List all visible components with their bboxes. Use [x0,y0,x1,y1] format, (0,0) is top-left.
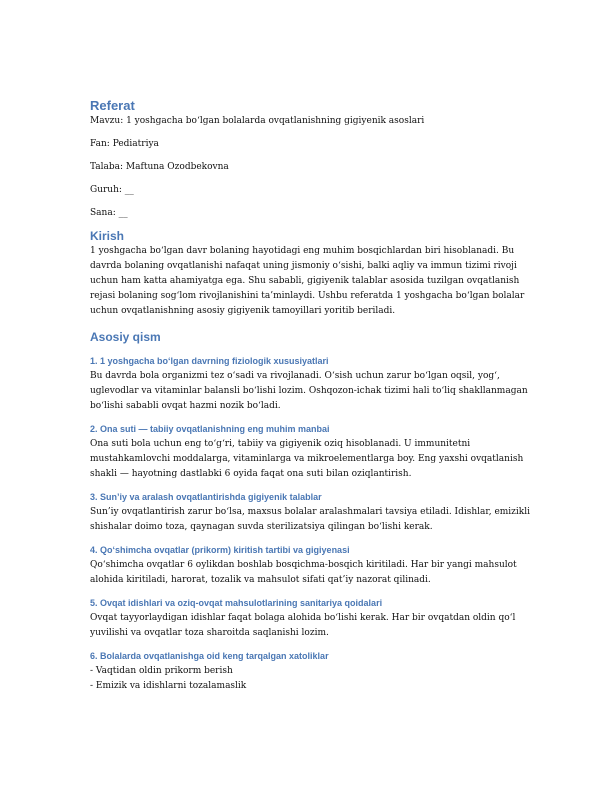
section-paragraph: Qo‘shimcha ovqatlar 6 oylikdan boshlab bosqichma-bosqich kiritiladi. Har bir yangi mahsulot alohida kiritiladi, harorat, tozalik va mahsulot sifati qat’iy nazorat qilinadi. [90,560,517,585]
section-paragraph: Ona suti bola uchun eng to‘g‘ri, tabiiy va gigiyenik oziq hisoblanadi. U immunitetni mustahkamlovchi moddalarga, vitaminlarga va mikroelementlarga boy. Eng yaxshi ovqatlanish shakli — hayotning dastlabki 6 oyida faqat ona suti bilan oziqlantirish. [90,439,524,479]
meta-date: Sana: __ [90,208,128,218]
list-item: - Vaqtidan oldin prikorm berish [90,666,233,676]
intro-heading: Kirish [90,229,125,243]
document-title: Referat [90,98,135,113]
meta-group: Guruh: __ [90,185,134,195]
section-heading: 3. Sun’iy va aralash ovqatlantirishda gigiyenik talablar [90,492,322,502]
section-paragraph: Ovqat tayyorlaydigan idishlar faqat bolaga alohida bo‘lishi kerak. Har bir ovqatdan oldin qo‘l yuvilishi va ovqatlar toza sharoitda saqlanishi lozim. [90,613,516,638]
section-paragraph: Sun’iy ovqatlantirish zarur bo‘lsa, maxsus bolalar aralashmalari tavsiya etiladi. Idishlar, emizikli shishalar doimo toza, qaynagan suvda sterilizatsiya qilingan bo‘lishi kerak. [90,507,531,532]
section-heading: 2. Ona suti — tabiiy ovqatlanishning eng muhim manbai [90,424,330,434]
meta-topic: Mavzu: 1 yoshgacha bo‘lgan bolalarda ovqatlanishning gigiyenik asoslari [90,116,425,126]
intro-paragraph: 1 yoshgacha bo‘lgan davr bolaning hayotidagi eng muhim bosqichlardan biri hisoblanadi. Bu davrda bolaning ovqatlanishi nafaqat uning jismoniy o‘sishi, balki aqliy va immun tizimi rivoji uchun ham katta ahamiyatga ega. Shu sababli, gigiyenik talablar asosida tuzilgan ovqatlanish rejasi bolaning sog‘lom rivojlanishini ta’minlaydi. Ushbu referatda 1 yoshgacha bo‘lgan bolalar uchun ovqatlanishning asosiy gigiyenik tamoyillari yoritib beriladi. [90,246,525,316]
document-page [90,98,530,694]
section-heading: 6. Bolalarda ovqatlanishga oid keng tarqalgan xatoliklar [90,651,329,661]
section-heading: 1. 1 yoshgacha bo‘lgan davrning fiziologik xususiyatlari [90,356,329,366]
main-heading: Asosiy qism [90,330,161,344]
meta-subject: Fan: Pediatriya [90,139,159,149]
section-heading: 5. Ovqat idishlari va oziq-ovqat mahsulotlarining sanitariya qoidalari [90,598,383,608]
meta-student: Talaba: Maftuna Ozodbekovna [90,162,229,172]
section-heading: 4. Qo‘shimcha ovqatlar (prikorm) kiritish tartibi va gigiyenasi [90,545,350,555]
section-paragraph: Bu davrda bola organizmi tez o‘sadi va rivojlanadi. O‘sish uchun zarur bo‘lgan oqsil, yog‘, uglevodlar va vitaminlar balansli bo‘lishi lozim. Oshqozon-ichak tizimi hali to‘liq shakllanmagan bo‘lishi sababli ovqat hazmi nozik bo‘ladi. [90,371,528,411]
list-item: - Emizik va idishlarni tozalamaslik [90,681,247,691]
